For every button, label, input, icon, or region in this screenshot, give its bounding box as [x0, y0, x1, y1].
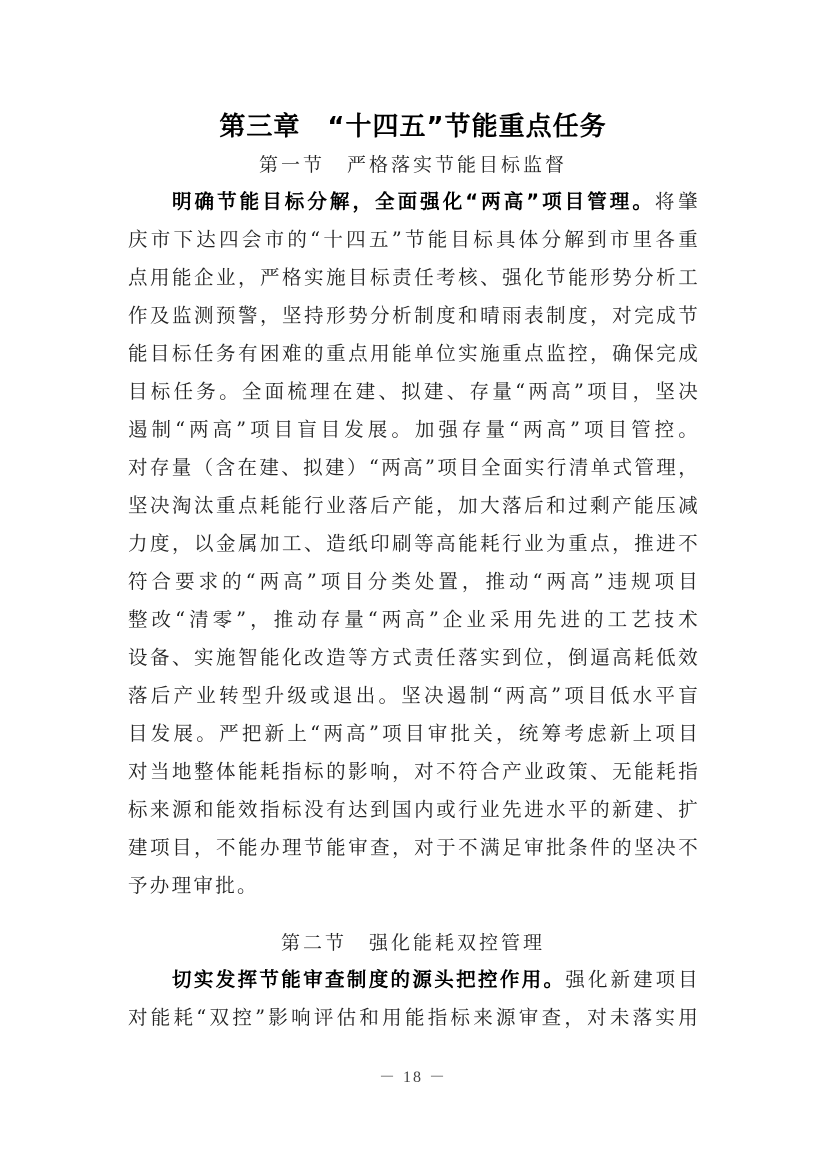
- paragraph-line: 对当地整体能耗指标的影响，对不符合产业政策、无能耗指: [128, 760, 700, 783]
- section-title-1: 第一节 严格落实节能目标监督: [258, 154, 567, 176]
- paragraph-line: 标来源和能效指标没有达到国内或行业先进水平的新建、扩: [128, 798, 700, 821]
- paragraph-line: 建项目，不能办理节能审查，对于不满足审批条件的坚决不: [128, 836, 700, 859]
- paragraph-line: 目标任务。全面梳理在建、拟建、存量“两高”项目，坚决: [128, 380, 700, 403]
- section-1-paragraph: [128, 183, 700, 905]
- paragraph-line: 遏制“两高”项目盲目发展。加强存量“两高”项目管控。: [128, 418, 700, 441]
- paragraph-line: 作及监测预警，坚持形势分析制度和晴雨表制度，对完成节: [128, 304, 700, 327]
- paragraph-line: 对能耗“双控”影响评估和用能指标来源审查，对未落实用: [128, 1006, 700, 1029]
- chapter-title: 第三章 “十四五”节能重点任务: [219, 112, 607, 142]
- paragraph-line: 坚决淘汰重点耗能行业落后产能，加大落后和过剩产能压减: [128, 494, 700, 517]
- paragraph-line: 点用能企业，严格实施目标责任考核、强化节能形势分析工: [128, 266, 700, 289]
- paragraph-line: 庆市下达四会市的“十四五”节能目标具体分解到市里各重: [128, 228, 700, 251]
- section-2-paragraph: [128, 961, 700, 1037]
- paragraph-line: 力度，以金属加工、造纸印刷等高能耗行业为重点，推进不: [128, 532, 700, 555]
- page-number: － 18 －: [378, 1069, 447, 1086]
- paragraph-lead-heading: 明确节能目标分解，全面强化“两高”项目管理。: [172, 190, 655, 213]
- paragraph-line: 予办理审批。: [128, 874, 259, 897]
- paragraph-line: [128, 183, 700, 221]
- paragraph-lead-heading: 切实发挥节能审查制度的源头把控作用。: [172, 968, 566, 991]
- section-title-2: 第二节 强化能耗双控管理: [280, 932, 545, 954]
- paragraph-line: 落后产业转型升级或退出。坚决遏制“两高”项目低水平盲: [128, 684, 700, 707]
- paragraph-line: 整改“清零”，推动存量“两高”企业采用先进的工艺技术: [128, 608, 700, 631]
- paragraph-text: 将肇: [654, 190, 700, 213]
- paragraph-line: 设备、实施智能化改造等方式责任落实到位，倒逼高耗低效: [128, 646, 700, 669]
- paragraph-line: [128, 961, 700, 999]
- paragraph-line: 能目标任务有困难的重点用能单位实施重点监控，确保完成: [128, 342, 700, 365]
- paragraph-line: 符合要求的“两高”项目分类处置，推动“两高”违规项目: [128, 570, 700, 593]
- paragraph-line: 目发展。严把新上“两高”项目审批关，统筹考虑新上项目: [128, 722, 700, 745]
- paragraph-text: 强化新建项目: [565, 968, 700, 991]
- paragraph-line: 对存量（含在建、拟建）“两高”项目全面实行清单式管理，: [128, 456, 700, 479]
